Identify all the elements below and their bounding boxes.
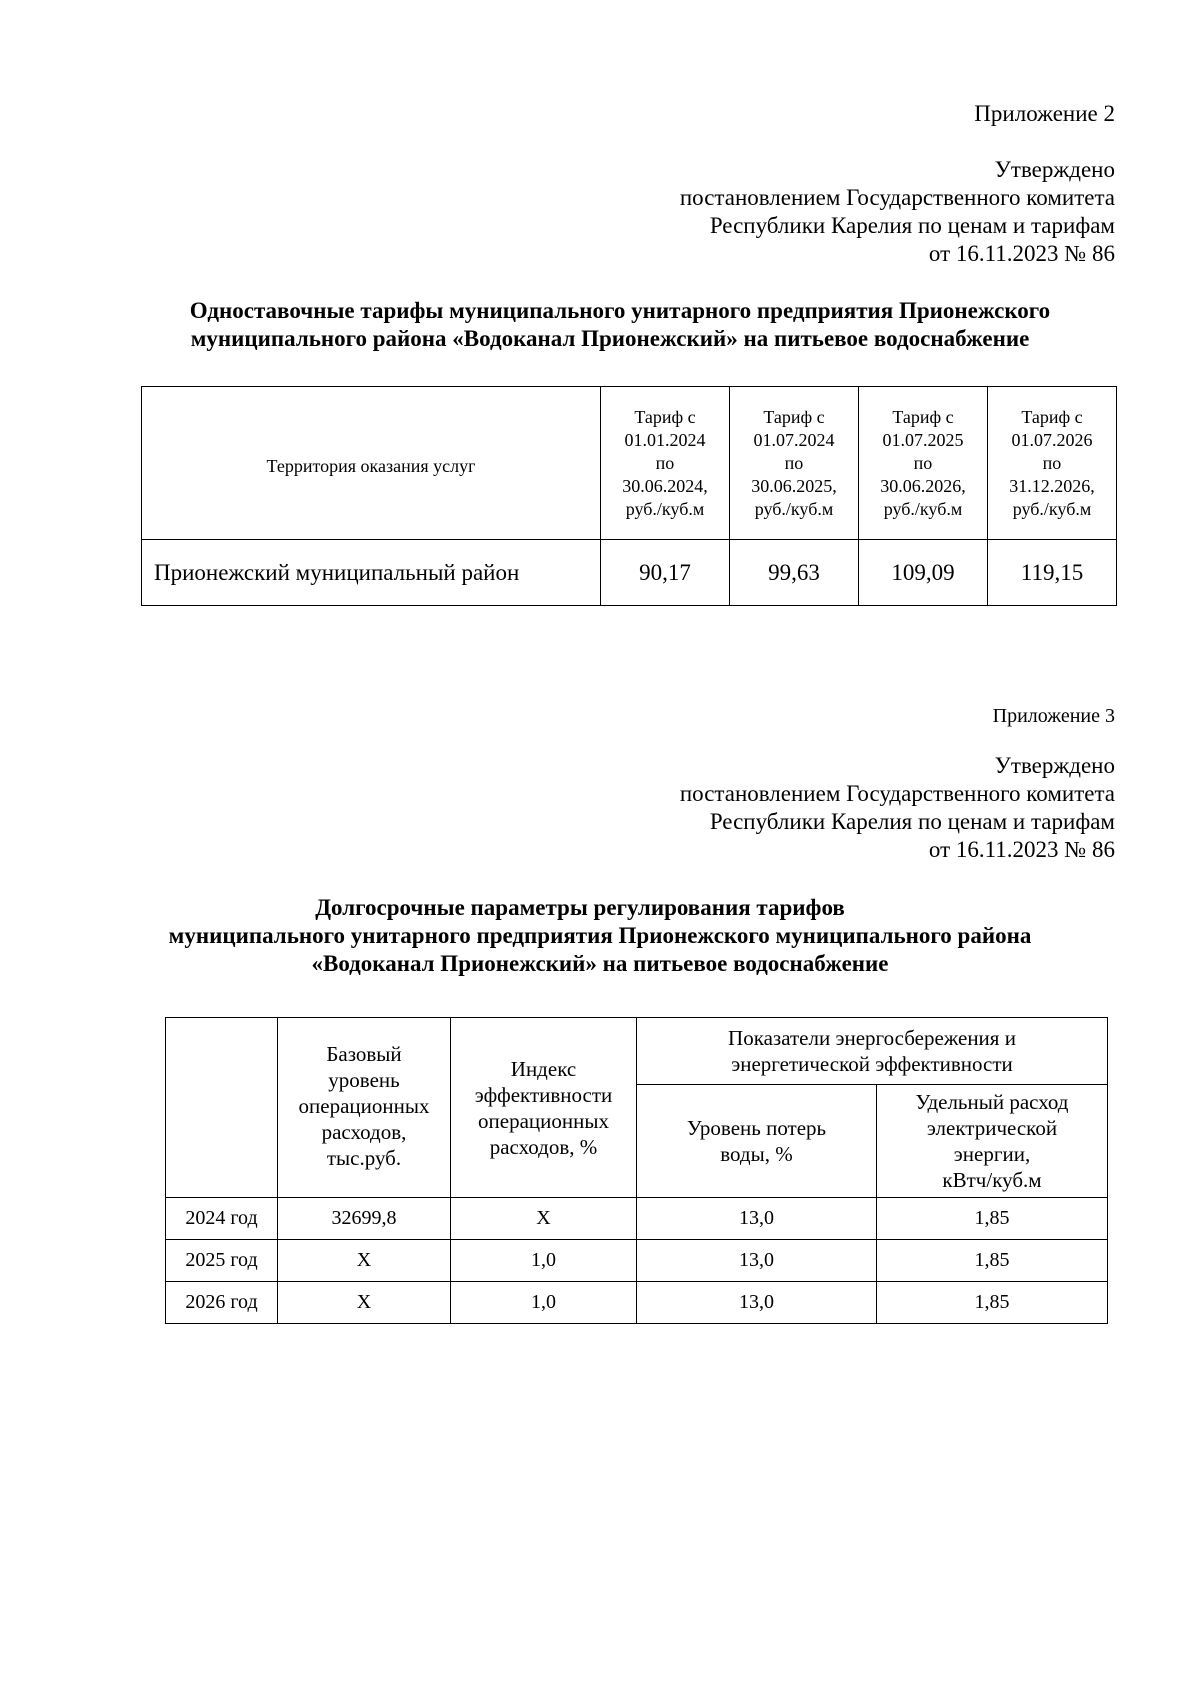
- approval-line: Утверждено: [994, 753, 1115, 778]
- header-line: 01.07.2024: [753, 429, 835, 450]
- base-level-cell: 32699,8: [278, 1198, 451, 1240]
- efficiency-index-header: [451, 1018, 637, 1198]
- header-line: энергетической эффективности: [731, 1052, 1013, 1076]
- title-line: муниципального унитарного предприятия Прионежского муниципального района: [168, 923, 1032, 948]
- tariff-period-header: [601, 387, 730, 540]
- tariff-value: 109,09: [859, 540, 988, 606]
- header-line: руб./куб.м: [883, 498, 963, 519]
- territory-header: Территория оказания услуг: [142, 387, 601, 540]
- approval-line: Республики Карелия по ценам и тарифам: [709, 213, 1115, 238]
- params-table: [165, 1017, 1108, 1324]
- table-row: [166, 1282, 1108, 1324]
- header-line: руб./куб.м: [625, 498, 705, 519]
- year-header: [166, 1018, 278, 1198]
- header-line: воды, %: [720, 1142, 793, 1166]
- approval-line: постановлением Государственного комитета: [679, 185, 1115, 210]
- header-line: по: [784, 452, 804, 473]
- base-level-cell: X: [278, 1240, 451, 1282]
- territory-cell: Прионежский муниципальный район: [142, 540, 601, 606]
- header-line: уровень: [328, 1067, 400, 1092]
- water-loss-cell: 13,0: [637, 1198, 877, 1240]
- header-line: 01.01.2024: [624, 429, 706, 450]
- title-line: Одноставочные тарифы муниципального унитарного предприятия Прионежского: [189, 298, 1051, 323]
- header-line: эффективности: [474, 1082, 613, 1107]
- header-line: расходов,: [321, 1119, 407, 1144]
- electricity-cell: 1,85: [877, 1198, 1108, 1240]
- efficiency-index-cell: 1,0: [451, 1240, 637, 1282]
- header-line: Тариф с: [634, 406, 696, 427]
- year-cell: 2026 год: [166, 1282, 278, 1324]
- header-line: энергии,: [953, 1142, 1031, 1166]
- water-loss-cell: 13,0: [637, 1282, 877, 1324]
- tariff-period-header: [859, 387, 988, 540]
- tariff-value: 119,15: [988, 540, 1117, 606]
- tariff-period-header: [730, 387, 859, 540]
- title-line: «Водоканал Прионежский» на питьевое водоснабжение: [311, 951, 889, 976]
- header-line: по: [913, 452, 933, 473]
- appendix-2-approval-block: [680, 156, 1115, 268]
- header-line: Уровень потерь: [686, 1116, 827, 1140]
- header-line: электрической: [926, 1116, 1058, 1140]
- header-line: Тариф с: [763, 406, 825, 427]
- header-line: 31.12.2026,: [1009, 475, 1095, 496]
- appendix-2-label-text: Приложение 2: [974, 101, 1115, 126]
- year-cell: 2024 год: [166, 1198, 278, 1240]
- tariff-period-header: [988, 387, 1117, 540]
- header-line: Индекс: [510, 1056, 577, 1081]
- header-line: Базовый: [326, 1041, 402, 1066]
- tariff-table-header-row: [142, 387, 1117, 540]
- header-line: руб./куб.м: [1012, 498, 1092, 519]
- base-level-cell: X: [278, 1282, 451, 1324]
- header-line: расходов, %: [489, 1134, 598, 1159]
- title-line: Долгосрочные параметры регулирования тарифов: [315, 895, 845, 920]
- tariff-value: 99,63: [730, 540, 859, 606]
- water-loss-cell: 13,0: [637, 1240, 877, 1282]
- approval-line: от 16.11.2023 № 86: [928, 241, 1115, 266]
- appendix-3-title: [0, 894, 1200, 978]
- approval-line: постановлением Государственного комитета: [679, 781, 1115, 806]
- water-loss-header: [637, 1085, 877, 1198]
- table-row: [166, 1240, 1108, 1282]
- header-line: Показатели энергосбережения и: [728, 1026, 1016, 1050]
- efficiency-index-cell: X: [451, 1198, 637, 1240]
- header-line: 01.07.2026: [1011, 429, 1093, 450]
- header-line: 30.06.2024,: [622, 475, 708, 496]
- header-line: руб./куб.м: [754, 498, 834, 519]
- header-line: операционных: [478, 1108, 609, 1133]
- header-line: тыс.руб.: [326, 1145, 402, 1170]
- appendix-3-label: [993, 702, 1115, 730]
- header-line: по: [1042, 452, 1062, 473]
- appendix-2-label: [974, 100, 1115, 128]
- approval-line: Утверждено: [994, 157, 1115, 182]
- base-level-header: [278, 1018, 451, 1198]
- header-line: кВтч/куб.м: [942, 1168, 1042, 1192]
- header-line: Тариф с: [1021, 406, 1083, 427]
- approval-line: Республики Карелия по ценам и тарифам: [709, 809, 1115, 834]
- params-table-header-row: [166, 1018, 1108, 1085]
- header-line: 01.07.2025: [882, 429, 964, 450]
- energy-group-header: [637, 1018, 1108, 1085]
- electricity-cell: 1,85: [877, 1240, 1108, 1282]
- header-line: операционных: [298, 1093, 430, 1118]
- appendix-2-title: [0, 297, 1200, 353]
- header-line: 30.06.2026,: [880, 475, 966, 496]
- tariff-table: [141, 386, 1117, 606]
- header-line: по: [655, 452, 675, 473]
- efficiency-index-cell: 1,0: [451, 1282, 637, 1324]
- electricity-header: [877, 1085, 1108, 1198]
- appendix-3-label-text: Приложение 3: [992, 705, 1115, 727]
- table-row: [166, 1198, 1108, 1240]
- header-line: 30.06.2025,: [751, 475, 837, 496]
- year-cell: 2025 год: [166, 1240, 278, 1282]
- table-row: [142, 540, 1117, 606]
- appendix-3-approval-block: [680, 752, 1115, 864]
- approval-line: от 16.11.2023 № 86: [928, 837, 1115, 862]
- header-line: Удельный расход: [915, 1090, 1069, 1114]
- electricity-cell: 1,85: [877, 1282, 1108, 1324]
- header-line: Тариф с: [892, 406, 954, 427]
- title-line: муниципального района «Водоканал Прионежский» на питьевое водоснабжение: [190, 326, 1030, 351]
- tariff-value: 90,17: [601, 540, 730, 606]
